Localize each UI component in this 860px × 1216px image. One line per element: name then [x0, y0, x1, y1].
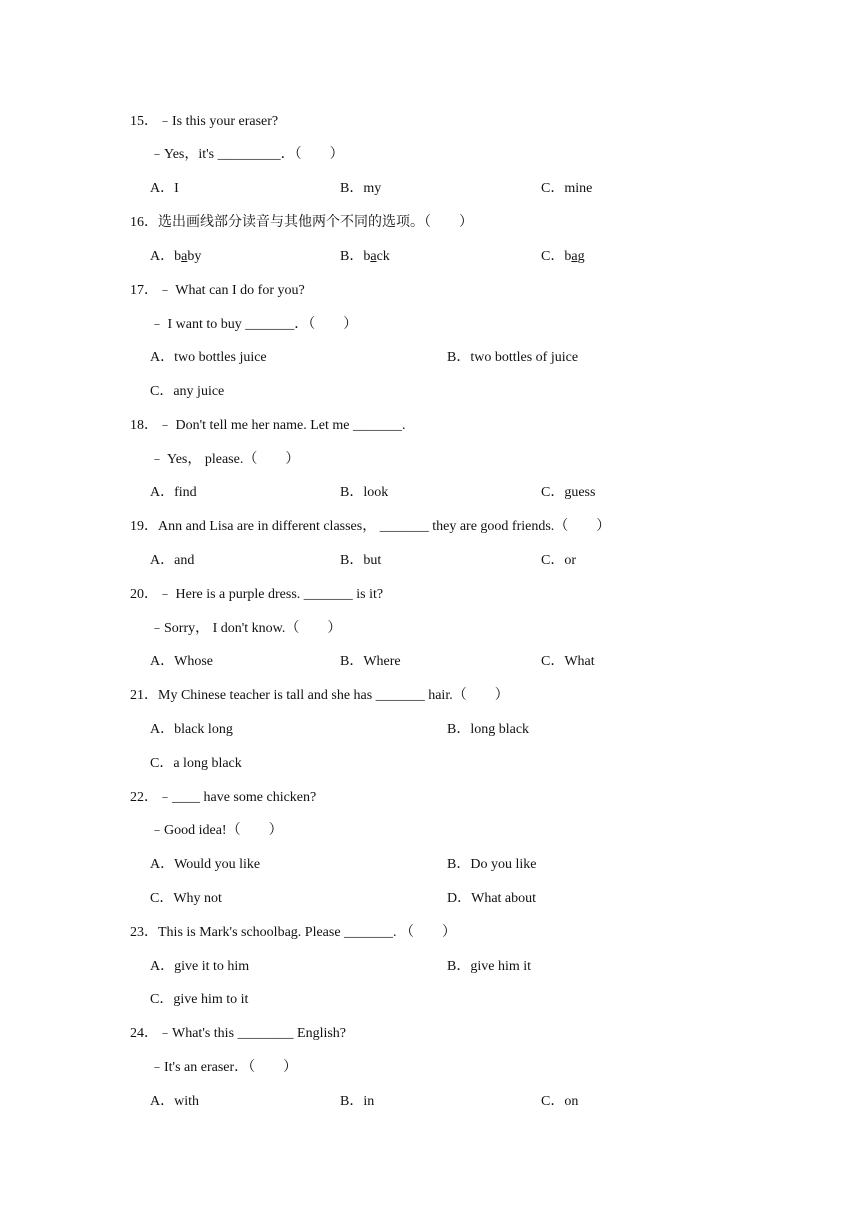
option-text: b [174, 249, 182, 264]
option-24-c[interactable]: C．on [541, 1094, 579, 1109]
question-15-stem: 15．﹣Is this your eraser? [130, 114, 279, 129]
question-17-stem: 17．﹣ What can I do for you? [130, 283, 305, 298]
option-text: ck [376, 249, 390, 264]
option-19-b[interactable]: B．but [340, 553, 382, 568]
question-24-stem: 24．﹣What's this ________ English? [130, 1026, 347, 1041]
option-17-b[interactable]: B．two bottles of juice [447, 350, 579, 365]
option-text: b [363, 249, 371, 264]
option-21-c[interactable]: C．a long black [150, 756, 242, 771]
question-22-stem: 22．﹣____ have some chicken? [130, 790, 317, 805]
option-18-c[interactable]: C．guess [541, 485, 596, 500]
option-23-c[interactable]: C．give him to it [150, 992, 249, 1007]
option-22-a[interactable]: A．Would you like [150, 857, 261, 872]
option-label: B． [340, 249, 364, 264]
option-18-a[interactable]: A．find [150, 485, 197, 500]
option-text: by [187, 249, 202, 264]
option-20-b[interactable]: B．Where [340, 654, 401, 669]
option-label: C． [541, 249, 565, 264]
option-15-a[interactable]: A．I [150, 181, 179, 196]
option-19-a[interactable]: A．and [150, 553, 195, 568]
option-18-b[interactable]: B．look [340, 485, 389, 500]
question-17-reply: ﹣ I want to buy _______．（ ） [150, 317, 358, 332]
option-24-b[interactable]: B．in [340, 1094, 375, 1109]
option-15-b[interactable]: B．my [340, 181, 382, 196]
option-22-d[interactable]: D．What about [447, 891, 537, 906]
question-16-stem: 16．选出画线部分读音与其他两个不同的选项。（ ） [130, 215, 473, 230]
option-19-c[interactable]: C．or [541, 553, 576, 568]
question-24-reply: ﹣It's an eraser．（ ） [150, 1060, 298, 1075]
question-18-stem: 18．﹣ Don't tell me her name. Let me _______. [130, 418, 406, 433]
underlined-letter: a [571, 249, 578, 264]
option-16-c[interactable] [541, 248, 585, 266]
option-16-a[interactable] [150, 248, 201, 266]
option-15-c[interactable]: C．mine [541, 181, 593, 196]
question-21-stem: 21．My Chinese teacher is tall and she has _______ hair.（ ） [130, 688, 509, 703]
option-17-a[interactable]: A．two bottles juice [150, 350, 267, 365]
option-24-a[interactable]: A．with [150, 1094, 199, 1109]
question-22-reply: ﹣Good idea!（ ） [150, 823, 283, 838]
option-text: g [577, 249, 585, 264]
option-22-c[interactable]: C．Why not [150, 891, 222, 906]
option-21-a[interactable]: A．black long [150, 722, 233, 737]
underlined-letter: a [181, 249, 188, 264]
option-20-c[interactable]: C．What [541, 654, 595, 669]
option-17-c[interactable]: C．any juice [150, 384, 225, 399]
underlined-letter: a [370, 249, 377, 264]
question-20-reply: ﹣Sorry， I don't know.（ ） [150, 621, 342, 636]
question-15-reply: ﹣Yes，it's _________．（ ） [150, 147, 344, 162]
question-19-stem: 19．Ann and Lisa are in different classes， _______ they are good friends.（ ） [130, 519, 611, 534]
option-16-b[interactable] [340, 248, 390, 266]
option-23-b[interactable]: B．give him it [447, 959, 531, 974]
option-text: b [564, 249, 572, 264]
option-label: A． [150, 249, 175, 264]
option-22-b[interactable]: B．Do you like [447, 857, 537, 872]
question-20-stem: 20．﹣ Here is a purple dress. _______ is it? [130, 587, 384, 602]
option-20-a[interactable]: A．Whose [150, 654, 213, 669]
option-21-b[interactable]: B．long black [447, 722, 530, 737]
option-23-a[interactable]: A．give it to him [150, 959, 250, 974]
question-23-stem: 23．This is Mark's schoolbag. Please _______. （ ） [130, 925, 457, 940]
question-18-reply: ﹣ Yes， please.（ ） [150, 452, 300, 467]
